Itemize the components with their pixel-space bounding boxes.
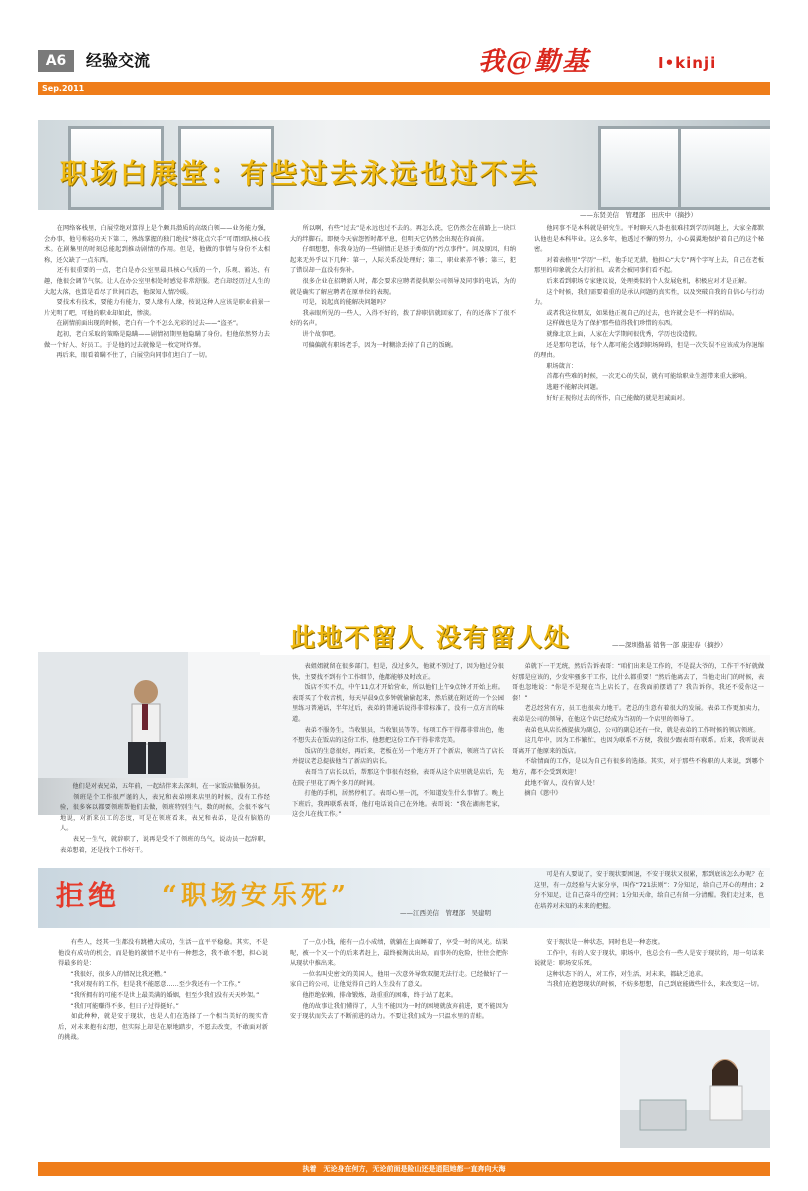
paragraph: 对着表格里“学历”一栏，他手足无措，他担心“大专”两个字写上去，自己在老板那里的印象就会大打折扣。或者会被同事们看不起。 — [534, 256, 764, 275]
brand-logo: 我@勤基 — [478, 47, 591, 77]
paragraph: 或者我这位朋友，如果他正视自己的过去，也许就会是不一样的结局。 — [534, 309, 739, 317]
paragraph: 有些人，经其一生都没有跳槽大成功，生活一直平平稳稳。其实，不是他没有成功的机会，而是他的激情不足中有一种想念，我不敢不想，担心说得最多的是： — [58, 939, 268, 968]
paragraph: 工作中，有的人安于现状，职场中，也总会有一些人是安于现状的，用一句话来说就是：职场安乐死。 — [534, 949, 764, 968]
paragraph: 好好正视你过去的所作，自己能做的就是坦诚面对。 — [534, 394, 689, 402]
paragraph: 我亲眼所见的一些人，入得不好的，拨了辞职信就回家了，有的还落下了很不好的名声。 — [290, 309, 516, 328]
paragraph: 仔细想想，你我身边的一些剧情正是基于类似的“污点事件”。问及原因，归纳起来无外乎以下几种：第一，人际关系没处理好；第二，职业素养不够；第三，犯了错误却一直没有弥补。 — [290, 246, 516, 275]
paragraph: 可是，说起真的能解决问题吗？ — [290, 299, 389, 307]
paragraph: 安于现状是一种状态，同时也是一种态度。 — [534, 939, 664, 946]
article1-column-1 — [44, 224, 270, 604]
paragraph: “我对现有的工作，但是我不能愿意……至少我还有一个工作。” — [58, 981, 241, 989]
header-bar — [38, 82, 770, 95]
article1-column-3 — [534, 224, 764, 604]
article3-column-2 — [290, 938, 508, 1156]
paragraph: 这个时候，我们需要着重的是承认问题的真实性，以及突破自我的自信心与行动力。 — [534, 288, 764, 307]
paragraph: 表弟也从店长被提拔为副总，公司的副总还有一位，就是表弟的工作时候的领店领班。 — [512, 726, 760, 734]
paragraph: 起初，老白采取的策略是隐瞒——剧情初期里他隐瞒了身份。但他依然努力去做一个好人、好员工。于是他的过去就像是一枚定时炸弹。 — [44, 330, 270, 349]
paragraph: 表兄一生气，就辞职了，说再是受不了领班的鸟气，说动员一起辞职，表弟想着，还是找个工作好干。 — [60, 835, 270, 854]
man-sitting-illustration — [38, 652, 260, 778]
paragraph: 他的故事让我们懂得了，人生不能因为一时的困境就放弃前进，更不能因为安于现状而失去了不断前进的动力。不要让我们成为一只温水里的青蛙。 — [290, 1002, 508, 1021]
paragraph: 老总经营有方，员工也很卖力地干。老总的生意有着很大的发展。表弟工作更加卖力，表弟是公司的领导，在他这个店已经成为当初的一个店里的领导了。 — [512, 705, 764, 723]
article3-photo-woman-on-phone — [620, 1030, 770, 1148]
paragraph: 领班是个工作很严谨的人，表兄和表弟刚来店里的时候，没有工作经验，很多客以都要领班帮他们去做，领班特别生气，数的时候，会很不客气地说，对新来员工的态度，可是在领班看来，表兄和表弟，是没有脑筋的人。 — [60, 793, 270, 833]
paragraph: 饭店不实不点，中午11点才开始营业，所以他们上午9点钟才开始上班。表哥买了个收音机，每天早晨9点多钟就偷偷起来，然后就在附近的一个公园里练习普通话，半年过后，表弟的普通话说得非常标准了，没有一点方言的味道。 — [292, 684, 504, 723]
article3-headline-part2: “职场安乐死” — [162, 881, 350, 911]
issue-date: Sep.2011 — [42, 84, 85, 93]
page-number: A6 — [38, 50, 74, 72]
paragraph: 后来看到职场专家建议说，处理类似的个人发展危机，积极应对才是正解。 — [534, 277, 751, 285]
paragraph: 一位名叫史密文的美国人，他用一次意外导致双腿无法行走。已经做好了一家自己的公司，让他觉得自己的人生没有了意义。 — [290, 970, 508, 989]
paragraph: “我们可能赚得不多，但日子过得挺好。” — [58, 1002, 179, 1010]
paragraph: 打他的手机，居然停机了。表哥心里一沉，不知道发生什么事情了。晚上下班后，我再联系表哥，他打电话说自己在外地。表哥说：“我在湖南老家，这会儿在找工作。” — [292, 790, 504, 819]
paragraph: 表哥当了店长以后，帮那这个事很有经验，表哥从这个店里就是店后，先在院子里花了两个多月的时间。 — [292, 768, 504, 787]
paragraph: 如此种种，就是安于现状，也是人们在选择了一个相当美好的现实背后，对未来抱有幻想，但实际上却是在原地踏步，不愿去改变，不敢面对新的挑战。 — [58, 1013, 268, 1042]
paragraph: 在剧情前面出现的时候，老白有一个不怎么光彩的过去——“盗圣”。 — [44, 320, 243, 328]
article2-photo-man-sitting — [38, 652, 260, 778]
article2-column-3 — [512, 662, 764, 858]
section-title: 经验交流 — [86, 51, 151, 70]
paragraph: 很多企业在招聘新人时，都会要求应聘者提供原公司领导及同事的电话，为的就是确实了解应聘者在原单位的表现。 — [290, 277, 516, 296]
article2-headline: 此地不留人 没有留人处 — [290, 623, 571, 652]
paragraph: 可偏偏就有职场老手，因为一时糊涂丢掉了自己的饭碗。 — [290, 341, 458, 349]
paragraph: 还有很重要的一点，老白是办公室里最具核心气质的一个，乐观、豁达、有趣，他很会调节气氛。让人在办公室里相处时感觉非常舒服。老白却经历过人生的大起大落，也算是看尽了世间百态，他深知人情冷暖。 — [44, 267, 270, 296]
paragraph: 还是那句老话，每个人都可能会遇到职场障碍，但是一次失误不应该成为你退缩的理由。 — [534, 341, 764, 360]
paragraph: 职场箴言： — [534, 362, 578, 370]
paragraph: 就像北京上面，人家在大学期间很优秀，学历也没造假。 — [534, 330, 702, 338]
brand-logo-latin: I•kinji — [658, 54, 717, 72]
paragraph: 他拒绝依赖，排命锻炼，劫重重的困难，终于站了起来。 — [290, 991, 458, 999]
article1-column-2 — [290, 224, 516, 604]
paragraph: 这样做也是为了保护那些值得我们珍惜的东西。 — [534, 320, 677, 328]
window-frame-decoration — [678, 126, 770, 210]
paragraph: 不给情面的工作，是以为自己有很多的选择。其实，对于那些不称职的人来说，到哪个地方，都不会受到欢迎！ — [512, 758, 764, 776]
paragraph: 饭店的生意很好，再后来，老板在另一个地方开了个新店，领班当了店长并提议老总提拔他当了新店的店长。 — [292, 747, 504, 766]
paragraph: 所以啊，有些“过去”是永远也过不去的。再怎么洗，它仍然会在前路上一块巨大的绊脚石。即便今天宿怨暂时都平息，但明天它仍然会出现在你面前。 — [290, 225, 516, 243]
woman-on-phone-illustration — [620, 1030, 770, 1148]
paragraph: 这几年中，因为工作繁忙，也因为联系不方便，我很少跟表哥有联系。后来，我听说表哥离开了他原来的饭店。 — [512, 737, 764, 755]
paragraph: 摘自《慈中》 — [512, 790, 562, 798]
article3-column-1 — [58, 938, 268, 1156]
article3-byline: ——江西美信 管理部 吴建明 — [400, 909, 491, 917]
paragraph: 表姐姐就留在很多部门，但是，没过多久，他就不别过了，因为他过分很快，主要找不到有个工作细节，他都能够及时改正。 — [292, 663, 504, 681]
paragraph: “我所拥有的可能不是世上最美满的婚姻，但至少我们没有天天吵架。” — [58, 991, 260, 999]
paragraph: 表弟不服务生，当收银员，当收银员等等。每项工作干得都非常出色，他不想失去在饭店的这份工作，他想把这份工作干得非常完美。 — [292, 726, 504, 745]
paragraph: 他同事不是本科就是研究生。平时聊天八卦也很难挂到学历问题上，大家全都默认他也是本科毕业。这么多年，他透过不懈的努力，小心翼翼地保护着自己的这个秘密。 — [534, 225, 764, 254]
paragraph: 首都有些难的时候，一次无心的失误，就有可能给职业生涯带来重大影响。 — [534, 373, 751, 381]
article3-intro — [534, 870, 764, 930]
footer-motto: 执着 无论身在何方，无论前面是险山还是逍阻她都一直奔向大海 — [302, 1165, 506, 1173]
article3-headline-part1: 拒绝 — [56, 879, 121, 912]
article2-column-2 — [60, 782, 270, 860]
paragraph: 逃避不能解决问题。 — [534, 383, 603, 391]
paragraph: 要技术有技术，要能力有能力，要人缘有人缘，按说这种人应该是职业前景一片光明了吧，可他的职业却如此，惨淡。 — [44, 299, 270, 317]
article1-headline: 职场白展堂：有些过去永远也过不去 — [60, 159, 540, 190]
paragraph: 可是有人要说了，安于现状要困退，不安于现状又很累，那到底该怎么办呢？在这里，有一点经验与大家分享，叫作“721法则”：7分知足，给自己开心的理由；2分不知足，让自己奋斗的空间；1分知天命，给自己有留一分清醒。我们走过来，也在培养对未知的未来的把握。 — [534, 871, 764, 910]
paragraph: 了一点小钱，能有一点小成绩，就躺在上面睡着了，享受一时的风光。结果呢，被一个又一个的后来者赶上，最终被淘汰出局，而事外的危险，往往会把你从现状中推出来。 — [290, 939, 508, 968]
paragraph: 这种状态下的人，对工作，对生活，对未来，都缺乏追求。 — [534, 970, 708, 978]
paragraph: 在网络客栈里，白展堂绝对算得上是个颇具潜质的高级白领——业务能力强，会办事，他号称轻功天下第二，熟练掌握的独门绝技“葵花点穴手”可谓团队核心技术。在剧集里的时刻总能起到推动剧情的作用。但是，他做的事情与身份不太相称，还欠缺了一点东西。 — [44, 225, 270, 264]
paragraph: 此地不留人，没有留人处！ — [512, 779, 599, 787]
paragraph: 讲个故事吧。 — [290, 330, 340, 338]
paragraph: 当我们在抱怨现状的时候，不妨多想想，自己到底能做些什么，来改变这一切。 — [534, 981, 763, 989]
article2-column-1 — [292, 662, 504, 847]
article1-byline: ——东贤美信 管理部 田庆中（摘抄） — [580, 211, 697, 219]
article2-byline: ——深圳勤基 销售一部 康迎春（摘抄） — [612, 641, 727, 649]
paragraph: “我很好，很多人的情况比我还糟。” — [58, 970, 167, 978]
article3-column-3 — [534, 938, 764, 1026]
paragraph: 弟就下一干无统，然后告诉表哥：“咱们出来是工作的，不是混大爷的，工作干不好就做好那是应该的，少发牢骚多干工作，比什么都重要！”然后他离去了，当他走出门的时候，表哥也忽地说：“你是不是现在当上店长了，在我面前摆谱了？我告诉你，我还不爱你这一套！” — [512, 663, 764, 702]
paragraph: 再后来，眼看着瞒不住了，白展堂向同事们坦白了一切。 — [44, 352, 212, 360]
paragraph: 他们是对表兄弟，五年前，一起结伴来去深圳，在一家饭店做服务员。 — [60, 783, 265, 790]
